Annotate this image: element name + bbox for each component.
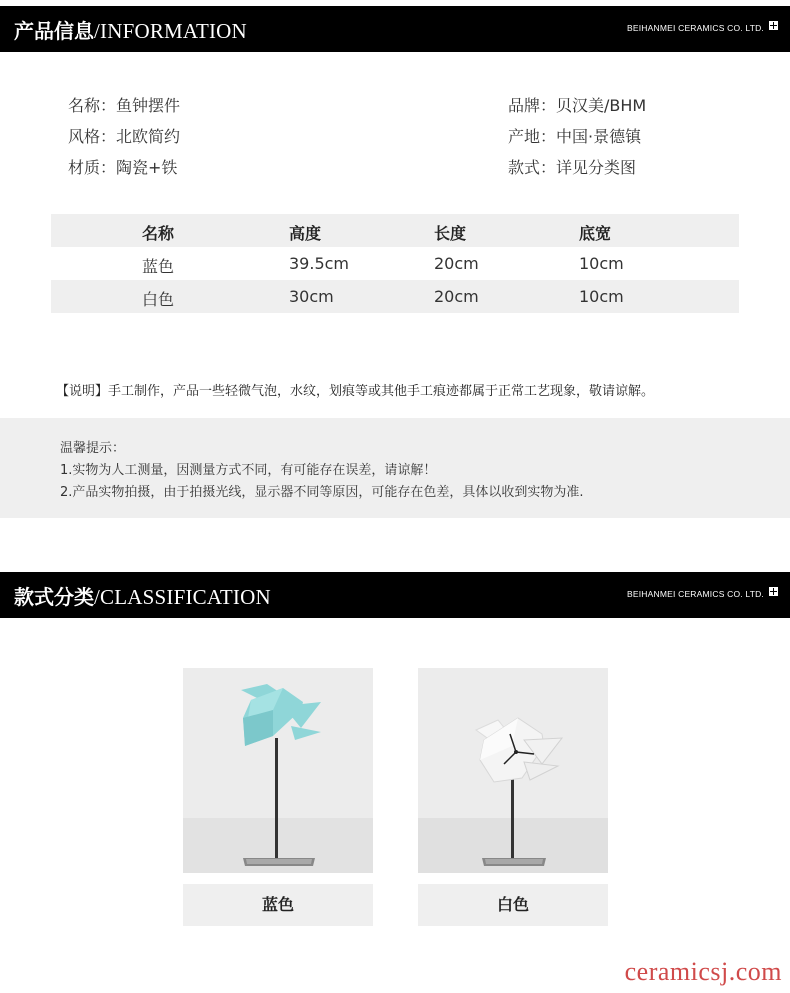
section-title (14, 581, 271, 610)
table-cell: 30cm (289, 287, 334, 306)
table-header-cell: 高度 (289, 224, 322, 243)
table-row (51, 280, 739, 313)
info-origin: 产地：中国·景德镇 (508, 127, 642, 146)
tips-box (0, 418, 790, 518)
section-title (14, 15, 247, 44)
spec-table (51, 214, 739, 313)
table-cell: 10cm (579, 287, 624, 306)
product-label: 白色 (418, 884, 608, 926)
section-title-cn: 产品信息 (14, 19, 94, 43)
section-title-en: /INFORMATION (94, 19, 247, 43)
tips-line-2: 2.产品实物拍摄，由于拍摄光线，显示器不同等原因，可能存在色差，具体以收到实物为准. (60, 485, 584, 500)
table-header-cell: 名称 (142, 224, 175, 243)
table-cell: 蓝色 (142, 257, 175, 276)
table-cell: 白色 (142, 290, 175, 309)
blue-fish-clock-image (183, 668, 373, 873)
tips-line-1: 1.实物为人工测量，因测量方式不同，有可能存在误差，请谅解！ (60, 463, 437, 478)
table-header-cell: 底宽 (579, 224, 612, 243)
table-row (51, 247, 739, 280)
tips-title: 温馨提示： (60, 441, 126, 456)
info-material: 材质：陶瓷+铁 (68, 158, 178, 177)
product-photo (418, 668, 608, 873)
info-model: 款式：详见分类图 (508, 158, 637, 177)
table-cell: 20cm (434, 254, 479, 273)
info-style: 风格：北欧简约 (68, 127, 181, 146)
handmade-note: 【说明】手工制作，产品一些轻微气泡，水纹，划痕等或其他手工痕迹都属于正常工艺现象，敬请谅解。 (56, 384, 655, 399)
info-name: 名称：鱼钟摆件 (68, 96, 181, 115)
product-photo (183, 668, 373, 873)
table-header-row (51, 214, 739, 247)
company-name: BEIHANMEI CERAMICS CO. LTD. (626, 23, 764, 33)
table-header-cell: 长度 (434, 224, 467, 243)
white-fish-clock-image (418, 668, 608, 873)
table-cell: 10cm (579, 254, 624, 273)
watermark-text: ceramicsj.com (624, 957, 782, 986)
company-name: BEIHANMEI CERAMICS CO. LTD. (626, 589, 764, 599)
plus-icon (769, 21, 778, 30)
section-title-cn: 款式分类 (14, 585, 94, 609)
section-title-en: /CLASSIFICATION (94, 585, 271, 609)
table-cell: 20cm (434, 287, 479, 306)
product-label: 蓝色 (183, 884, 373, 926)
classification-header (0, 572, 790, 618)
plus-icon (769, 587, 778, 596)
table-cell: 39.5cm (289, 254, 350, 273)
information-header (0, 6, 790, 52)
info-brand: 品牌：贝汉美/BHM (508, 96, 647, 115)
